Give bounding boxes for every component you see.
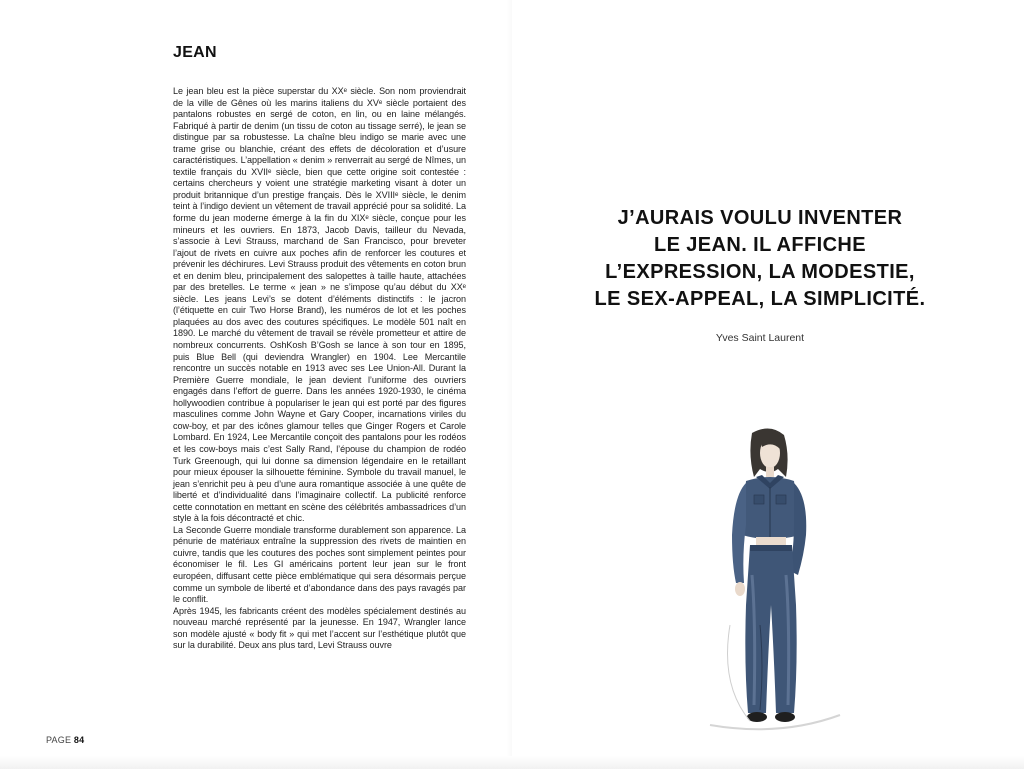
page-number <box>46 735 84 745</box>
quote-author: Yves Saint Laurent <box>715 332 805 344</box>
fashion-illustration <box>690 425 850 735</box>
denim-figure-drawing <box>690 425 850 735</box>
body-paragraph: Le jean bleu est la pièce superstar du XXᵉ siècle. Son nom proviendrait de la ville de Gênes où les marins italiens du XVᵉ siècle portaient des pantalons robustes en sergé de coton, en lin, ou en laine mélangés. Fabriqué à partir de denim (un tissu de coton au tissage serré), le jean se distingue par sa robustesse. La chaîne bleu indigo se marie avec une trame grise ou blanchie, créant des effets de décoloration et d’usure caractéristiques. L’appellation « denim » renverrait au sergé de Nîmes, un textile français du XVIIᵉ siècle, bien que cette origine soit contestée : certains chercheurs y voient une stratégie marketing visant à doter un produit britannique d’un prestige français. Dès le XVIIIᵉ siècle, le denim teint à l’indigo devient un vêtement de travail apprécié pour sa solidité. La forme du jean moderne émerge à la fin du XIXᵉ siècle, conçue pour les mineurs et les ouvriers. En 1873, Jacob Davis, tailleur du Nevada, s’associe à Levi Strauss, marchand de San Francisco, pour breveter l’ajout de rivets en cuivre aux poches afin de renforcer les coutures et prévenir les déchirures. Levi Strauss produit des vêtements en coton brun et en denim bleu, principalement des salopettes à taille haute, attachées par des bretelles. Le terme « jean » ne s’impose qu’au début du XXᵉ siècle. Les jeans Levi’s se dotent d’éléments distinctifs : le jacron (l’étiquette en cuir Two Horse Brand), les numéros de lot et les poches plaquées au dos avec des coutures spécifiques. Le modèle 501 naît en 1890. Le marché du vêtement de travail se révèle prometteur et attire de nombreux concurrents. OshKosh B’Gosh se lance à son tour en 1895, puis Blue Bell (qui deviendra Wrangler) en 1904. Lee Mercantile rencontre un succès notable en 1913 avec ses Lee Union-All. Durant la Première Guerre mondiale, le jean devient l’uniforme des ouvriers engagés dans l’effort de guerre. Dans les années 1920-1930, le cinéma hollywoodien contribue à populariser le jean qui est porté par des figures masculines comme John Wayne et Gary Cooper, incarnations viriles du cow-boy, et par des icônes glamour telles que Ginger Rogers et Carole Lombard. En 1924, Lee Mercantile conçoit des pantalons pour les rodéos et les cow-boys mais c’est Sally Rand, l’épouse du champion de rodéo Turk Greenough, qui lui donne sa dimension légendaire en le retaillant pour mieux épouser la silhouette féminine. Symbole du travail manuel, le jean s’enrichit peu à peu d’une aura romantique associée à une quête de liberté et d’individualité dans l’imaginaire collectif. La publicité renforce cette connotation en mettant en scène des célébrités ambassadrices d’un style à la fois décontracté et chic. <box>173 86 466 524</box>
body-paragraph: La Seconde Guerre mondiale transforme durablement son apparence. La pénurie de matériaux entraîne la suppression des rivets de maintien en cuivre, tandis que les coutures des poches sont simplement peintes pour économiser le fil. Les GI américains portent leur jean sur le front européen, diffusant cette pièce emblématique qui sera désormais perçue comme un symbole de liberté et d’abondance dans des pays ravagés par le conflit. <box>173 524 466 605</box>
right-shoe <box>775 712 795 722</box>
jacket-pocket-right <box>776 495 786 504</box>
jeans-waistband <box>750 545 792 551</box>
left-hand <box>735 582 745 596</box>
midriff <box>756 537 786 545</box>
quote-line: L’EXPRESSION, LA MODESTIE, <box>605 261 915 283</box>
page-number-value: 84 <box>73 735 85 745</box>
pull-quote <box>560 205 960 313</box>
neck-shape <box>766 467 774 477</box>
floor-stroke <box>710 715 840 729</box>
quote-line: J’AURAIS VOULU INVENTER <box>617 207 903 229</box>
jacket-pocket-left <box>754 495 764 504</box>
quote-line: LE JEAN. IL AFFICHE <box>653 234 867 256</box>
page-bottom-shade <box>0 756 1024 769</box>
left-arm-sleeve <box>732 483 746 583</box>
page-label: PAGE <box>46 735 72 745</box>
article-body <box>173 86 466 652</box>
article-title: JEAN <box>173 44 217 61</box>
quote-line: LE SEX-APPEAL, LA SIMPLICITÉ. <box>594 288 926 310</box>
body-paragraph: Après 1945, les fabricants créent des modèles spécialement destinés au nouveau marché représenté par la jeunesse. En 1947, Wrangler lance son modèle ajusté « body fit » qui met l’accent sur l’esthétique plutôt que sur la durabilité. Deux ans plus tard, Levi Strauss ouvre <box>173 605 466 651</box>
